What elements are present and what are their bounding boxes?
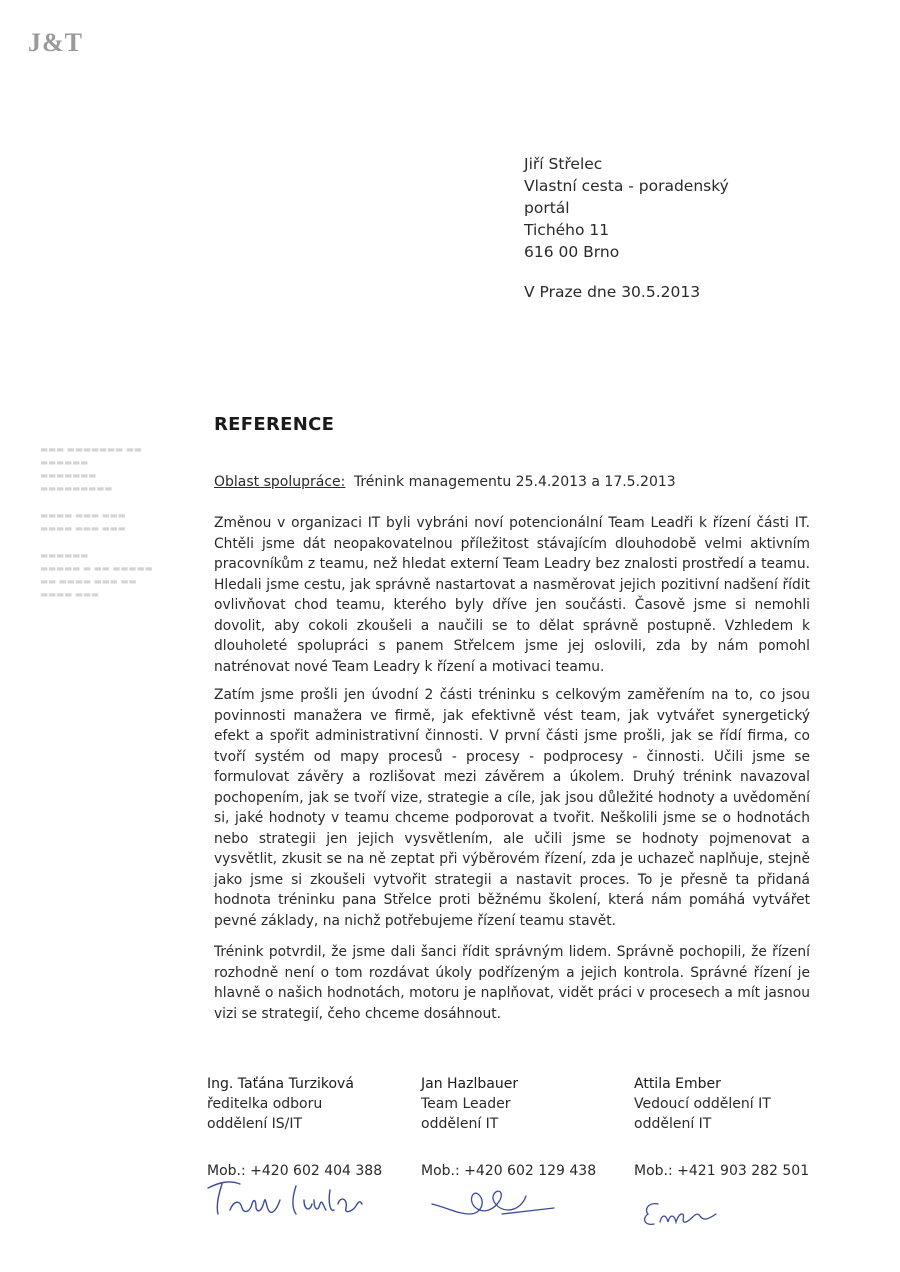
recipient-line: Tichého 11	[524, 221, 610, 239]
body-paragraph: Změnou v organizaci IT byli vybráni noví potencionální Team Leadři k řízení části IT. Chtěli jsme dát neopakovatelnou příležitost stávajícím dlouhodobě velmi aktivním pracovníkům z teamu, než hledat externí Team Leadry bez znalosti prostředí a teamu. Hledali jsme cestu, jak správně nastartovat a nasměrovat jejich pozitivní nadšení řídit ovlivňovat chod teamu, kterého byly dříve jen součásti. Časově jsme si nemohli dovolit, aby cokoli zkoušeli a naučili se to dělat správně postupně. Vzhledem k dlouholeté spolupráci s panem Střelcem jsme jej oslovili, zda by nám pomohl natrénovat nové Team Leadry k řízení a motivaci teamu.	[214, 515, 810, 675]
body-paragraph: Zatím jsme prošli jen úvodní 2 části tréninku s celkovým zaměřením na to, co jsou povinnosti manažera ve firmě, jak efektivně vést team, jak vytvářet synergetický efekt a spořit administrativní činnosti. V první části jsme prošli, jak se řídí firma, co tvoří systém od mapy procesů - procesy - podprocesy - činnosti. Učili jsme se formulovat závěry a rozlišovat mezi závěrem a úkolem. Druhý trénink navazoval pochopením, jak se tvoří vize, strategie a cíle, jak jsou důležité hodnoty a uvědomění si, jaké hodnoty v teamu chceme podporovat a tvořit. Neškolili jsme se o hodnotách nebo strategii jen jejich vysvětlením, ale učili jsme se hodnoty pojmenovat a vysvětlit, zkusit se na ně zeptat při výběrovém řízení, zda je uchazeč naplňuje, stejně jako jsme si zkoušeli vytvořit strategii a nastavit proces. To je přesně ta přidaná hodnota tréninku pana Střelce proti běžnému školení, která nám pomáhá vytvářet pevné základy, na nichž potřebujeme řízení teamu stavět.	[214, 687, 810, 929]
signatory-role: ředitelka odboru	[207, 1096, 323, 1112]
cooperation-area-label: Oblast spolupráce:	[214, 474, 346, 490]
letter-heading: REFERENCE	[214, 414, 335, 435]
recipient-line: Jiří Střelec	[524, 155, 603, 173]
company-details-faint: ▬▬▬ ▬▬▬▬▬▬▬ ▬▬ ▬▬▬▬▬▬ ▬▬▬▬▬▬▬ ▬▬▬▬▬▬▬▬▬ ▬▬▬▬ ▬▬▬ ▬▬▬ ▬▬▬▬ ▬▬▬ ▬▬▬ ▬▬▬▬▬▬ ▬▬▬▬▬ ▬ ▬▬ ▬▬▬▬▬ ▬▬ ▬▬▬▬ ▬▬▬ ▬▬ ▬▬▬▬ ▬▬▬	[40, 445, 153, 600]
letter-date: V Praze dne 30.5.2013	[524, 283, 701, 301]
cooperation-area	[214, 474, 676, 490]
signatory-name: Jan Hazlbauer	[421, 1076, 519, 1092]
signatory-name: Attila Ember	[634, 1076, 721, 1092]
body-paragraph: Trénink potvrdil, že jsme dali šanci řídit správným lidem. Správně pochopili, že řízení rozhodně není o tom rozdávat úkoly podřízeným a jejich kontrola. Správné řízení je hlavně o našich hodnotách, motoru je naplňovat, vidět práci v procesech a mít jasnou vizi se strategií, čeho chceme dosáhnout.	[214, 944, 810, 1022]
handwritten-signature-ember	[636, 1192, 736, 1232]
recipient-line: 616 00 Brno	[524, 243, 620, 261]
signatory-mobile: Mob.: +421 903 282 501	[634, 1163, 810, 1179]
signatory-role: Team Leader	[421, 1096, 511, 1112]
signatory-dept: oddělení IT	[421, 1116, 499, 1132]
signatory-name: Ing. Taťána Turziková	[207, 1076, 354, 1092]
cooperation-area-value: Trénink managementu 25.4.2013 a 17.5.2013	[353, 474, 676, 490]
handwritten-signature-turzikova	[200, 1170, 370, 1220]
signatory-block	[634, 1074, 824, 1181]
recipient-line: Vlastní cesta - poradenský	[524, 177, 729, 195]
signatory-role: Vedoucí oddělení IT	[634, 1096, 771, 1112]
signatory-mobile: Mob.: +420 602 404 388	[207, 1163, 383, 1179]
recipient-address	[524, 153, 729, 263]
signatory-mobile: Mob.: +420 602 129 438	[421, 1163, 597, 1179]
signatory-block	[207, 1074, 397, 1181]
signatory-dept: oddělení IS/IT	[207, 1116, 303, 1132]
recipient-line: portál	[524, 199, 570, 217]
company-logo: J&T	[28, 28, 83, 57]
handwritten-signature-hazlbauer	[428, 1180, 558, 1220]
signatory-block	[421, 1074, 611, 1181]
signatory-dept: oddělení IT	[634, 1116, 712, 1132]
